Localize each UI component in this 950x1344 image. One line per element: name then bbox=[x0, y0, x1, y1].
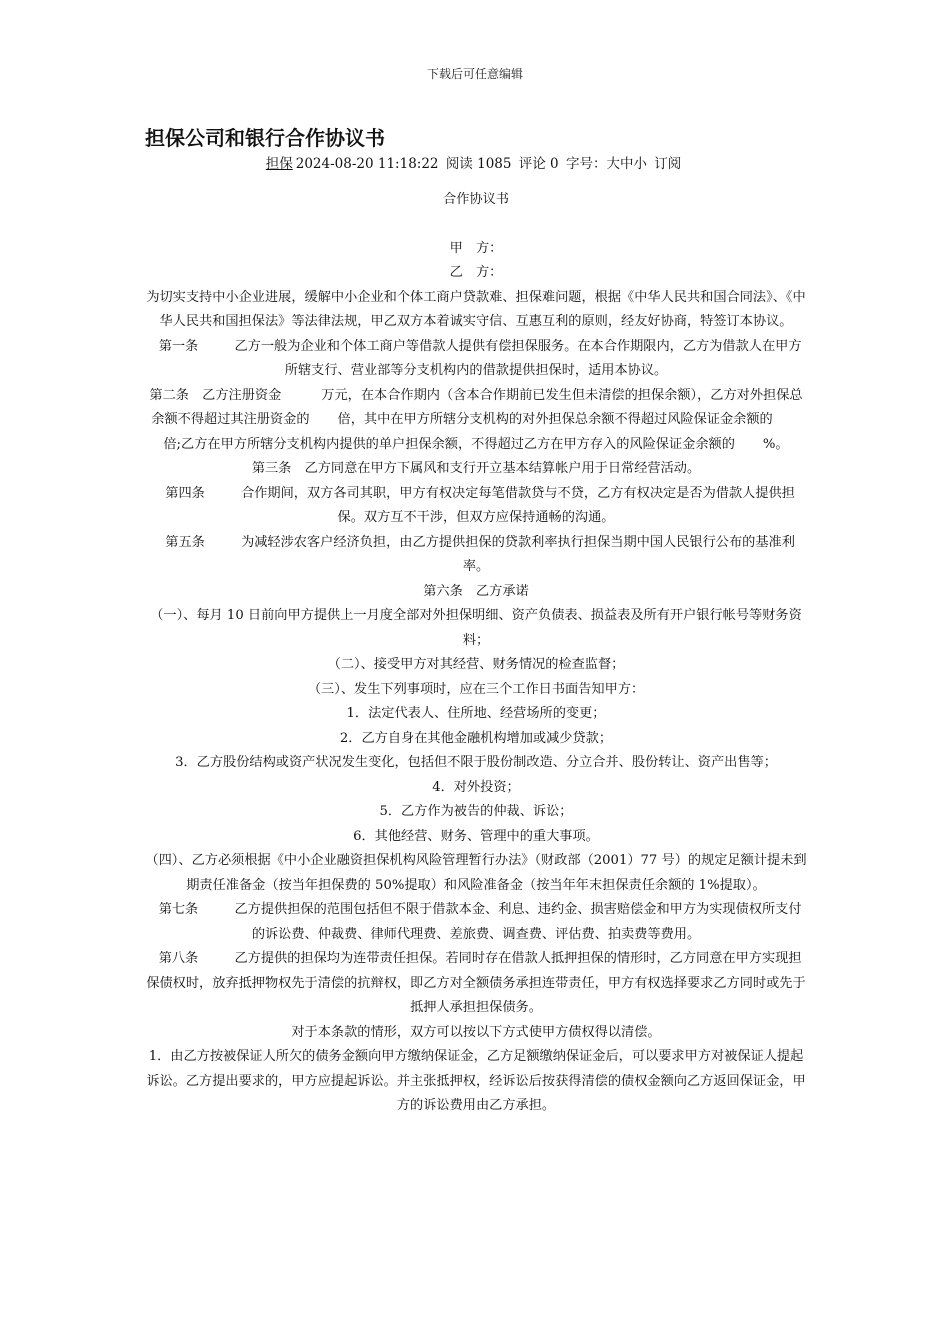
article-6-item-2: （二）、接受甲方对其经营、财务情况的检查监督； bbox=[327, 657, 625, 672]
party-b: 乙 方： bbox=[449, 265, 503, 280]
subscribe-link[interactable]: 订阅 bbox=[654, 156, 682, 172]
article-heading: 乙方承诺 bbox=[476, 583, 529, 599]
article-6-item-4: （四）、乙方必须根据《中小企业融资担保机构风险管理暂行办法》（财政部（2001）77 号）的规定足额计提未到期责任准备金（按当年担保费的 50%提取）和风险准备金（按当年年末担保责任余额的 1%提取）。 bbox=[145, 853, 807, 893]
document-body bbox=[145, 188, 807, 1119]
article-text: 合作期间，双方各司其职，甲方有权决定每笔借款贷与不贷，乙方有权决定是否为借款人提供担保。双方互不干涉，但双方应保持通畅的沟通。 bbox=[241, 485, 795, 525]
category-link[interactable]: 担保 bbox=[265, 156, 293, 172]
article-2 bbox=[145, 384, 807, 458]
article-6-item-1: （一）、每月 10 日前向甲方提供上一月度全部对外担保明细、资产负债表、损益表及所有开户银行帐号等财务资料； bbox=[150, 608, 802, 648]
article-text: 乙方提供担保的范围包括但不限于借款本金、利息、违约金、损害赔偿金和甲方为实现债权所支付的诉讼费、仲裁费、律师代理费、差旅费、调查费、评估费、拍卖费等费用。 bbox=[234, 902, 802, 942]
list-item: 1．法定代表人、住所地、经营场所的变更； bbox=[346, 706, 606, 721]
list-item: 6．其他经营、财务、管理中的重大事项。 bbox=[353, 828, 599, 844]
clause-item-1: 1．由乙方按被保证人所欠的债务金额向甲方缴纳保证金，乙方足额缴纳保证金后，可以要求甲方对被保证人提起诉讼。乙方提出要求的，甲方应提起诉讼。并主张抵押权，经诉讼后按获得清偿的债权金额向乙方返回保证金，甲方的诉讼费用由乙方承担。 bbox=[146, 1049, 806, 1113]
article-text: 乙方提供的担保均为连带责任担保。若同时存在借款人抵押担保的情形时，乙方同意在甲方实现担保债权时，放弃抵押物权先于清偿的抗辩权，即乙方对全额债务承担连带责任，甲方有权选择要求乙方同时或先于抵押人承担担保债务。 bbox=[146, 951, 806, 1015]
article-4 bbox=[145, 482, 807, 531]
article-text: 乙方注册资金 bbox=[202, 387, 282, 403]
font-size-switch[interactable]: 字号：大中小 bbox=[565, 156, 647, 172]
read-count: 阅读 1085 bbox=[445, 156, 512, 172]
preamble: 为切实支持中小企业进展，缓解中小企业和个体工商户贷款难、担保难问题，根据《中华人民共和国合同法》、《中华人民共和国担保法》等法律法规，甲乙双方本着诚实守信、互惠互利的原则，经友好协商，特签订本协议。 bbox=[146, 289, 806, 329]
article-1 bbox=[145, 335, 807, 384]
article-label: 第七条 bbox=[158, 902, 199, 917]
document-title: 担保公司和银行合作协议书 bbox=[145, 126, 385, 150]
article-6-heading bbox=[145, 580, 807, 605]
article-text: 乙方同意在甲方下属风和支行开立基本结算帐户用于日常经营活动。 bbox=[304, 461, 701, 476]
article-8 bbox=[145, 947, 807, 1021]
article-label: 第六条 bbox=[423, 583, 463, 599]
article-5 bbox=[145, 531, 807, 580]
comment-count[interactable]: 评论 0 bbox=[518, 156, 559, 172]
article-text: 乙方一般为企业和个体工商户等借款人提供有偿担保服务。在本合作期限内，乙方为借款人在甲方所辖支行、营业部等分支机构内的借款提供担保时，适用本协议。 bbox=[234, 338, 802, 378]
list-item: 4．对外投资； bbox=[432, 779, 520, 795]
list-item: 5．乙方作为被告的仲裁、诉讼； bbox=[379, 804, 573, 819]
party-a: 甲 方： bbox=[449, 240, 503, 256]
agreement-subtitle: 合作协议书 bbox=[443, 192, 509, 207]
article-label: 第二条 bbox=[149, 387, 189, 403]
article-text: 万元，在本合作期内（含本合作期前已发生但未清偿的担保余额），乙方对外担保总余额不得超过其注册资金的 bbox=[151, 387, 803, 427]
article-label: 第一条 bbox=[158, 338, 199, 354]
publish-datetime: 2024-08-20 11:18:22 bbox=[295, 156, 439, 172]
article-label: 第八条 bbox=[158, 951, 199, 966]
article-text: 为减轻涉农客户经济负担，由乙方提供担保的贷款利率执行担保当期中国人民银行公布的基准利率。 bbox=[241, 534, 795, 574]
article-7 bbox=[145, 898, 807, 947]
article-label: 第五条 bbox=[165, 534, 205, 550]
header-note: 下载后可任意编辑 bbox=[426, 67, 523, 81]
article-3 bbox=[145, 457, 807, 482]
article-label: 第三条 bbox=[251, 461, 292, 476]
article-text: 倍，其中在甲方所辖分支机构的对外担保总余额不得超过风险保证金余额的 bbox=[337, 412, 773, 427]
clause-note: 对于本条款的情形，双方可以按以下方式使甲方债权得以清偿。 bbox=[291, 1024, 661, 1040]
list-item: 2．乙方自身在其他金融机构增加或减少贷款； bbox=[339, 730, 613, 746]
article-meta bbox=[0, 152, 950, 172]
article-6-item-3: （三）、发生下列事项时，应在三个工作日书面告知甲方： bbox=[307, 681, 645, 697]
article-label: 第四条 bbox=[165, 485, 205, 501]
article-text: %。 bbox=[762, 436, 789, 452]
list-item: 3．乙方股份结构或资产状况发生变化，包括但不限于股份制改造、分立合并、股份转让、资产出售等； bbox=[175, 755, 777, 770]
article-text: 倍;乙方在甲方所辖分支机构内提供的单户担保余额，不得超过乙方在甲方存入的风险保证金余额的 bbox=[163, 436, 735, 452]
